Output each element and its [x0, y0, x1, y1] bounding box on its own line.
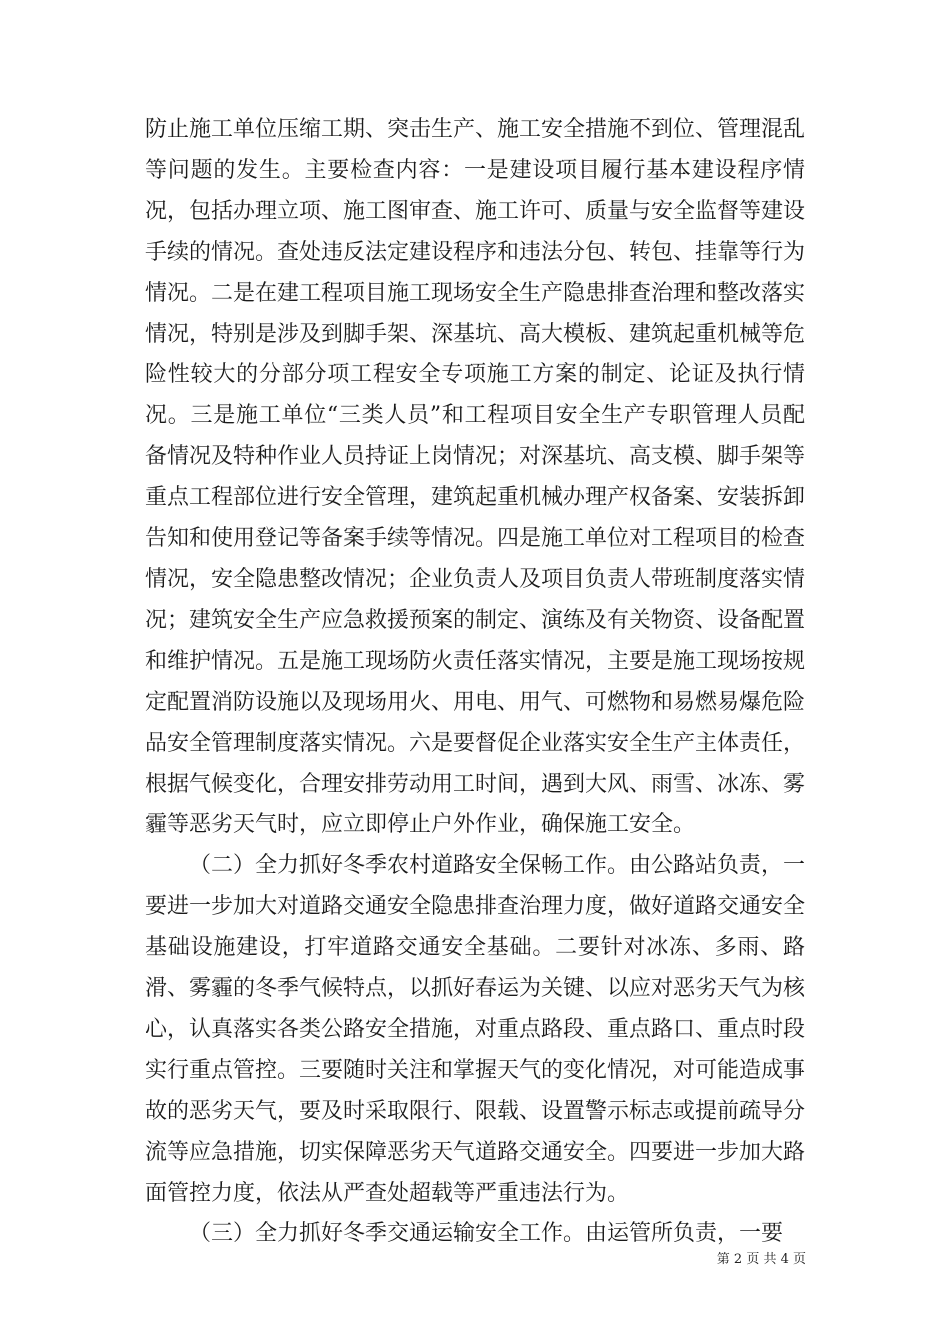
paragraph-inspection-content: 防止施工单位压缩工期、突击生产、施工安全措施不到位、管理混乱等问题的发生。主要检查内容：一是建设项目履行基本建设程序情况，包括办理立项、施工图审查、施工许可、质量与安全监督等建设手续的情况。查处违反法定建设程序和违法分包、转包、挂靠等行为情况。二是在建工程项目施工现场安全生产隐患排查治理和整改落实情况，特别是涉及到脚手架、深基坑、高大模板、建筑起重机械等危险性较大的分部分项工程安全专项施工方案的制定、论证及执行情况。三是施工单位“三类人员”和工程项目安全生产专职管理人员配备情况及特种作业人员持证上岗情况；对深基坑、高支模、脚手架等重点工程部位进行安全管理，建筑起重机械办理产权备案、安装拆卸告知和使用登记等备案手续等情况。四是施工单位对工程项目的检查情况，安全隐患整改情况；企业负责人及项目负责人带班制度落实情况；建筑安全生产应急救援预案的制定、演练及有关物资、设备配置和维护情况。五是施工现场防火责任落实情况，主要是施工现场按规定配置消防设施以及现场用火、用电、用气、可燃物和易燃易爆危险品安全管理制度落实情况。六是要督促企业落实安全生产主体责任，根据气候变化，合理安排劳动用工时间，遇到大风、雨雪、冰冻、雾霾等恶劣天气时，应立即停止户外作业，确保施工安全。 [145, 117, 806, 838]
page-number: 第 2 页 共 4 页 [716, 1252, 806, 1267]
document-body [145, 110, 805, 1255]
paragraph-rural-road-safety: （二）全力抓好冬季农村道路安全保畅工作。由公路站负责，一要进一步加大对道路交通安全隐患排查治理力度，做好道路交通安全基础设施建设，打牢道路交通安全基础。二要针对冰冻、多雨、路滑、雾霾的冬季气候特点，以抓好春运为关键、以应对恶劣天气为核心，认真落实各类公路安全措施，对重点路段、重点路口、重点时段实行重点管控。三要随时关注和掌握天气的变化情况，对可能造成事故的恶劣天气，要及时采取限行、限载、设置警示标志或提前疏导分流等应急措施，切实保障恶劣天气道路交通安全。四要进一步加大路面管控力度，依法从严查处超载等严重违法行为。 [145, 853, 806, 1206]
paragraph-transport-safety: （三）全力抓好冬季交通运输安全工作。由运管所负责，一要 [189, 1221, 784, 1247]
